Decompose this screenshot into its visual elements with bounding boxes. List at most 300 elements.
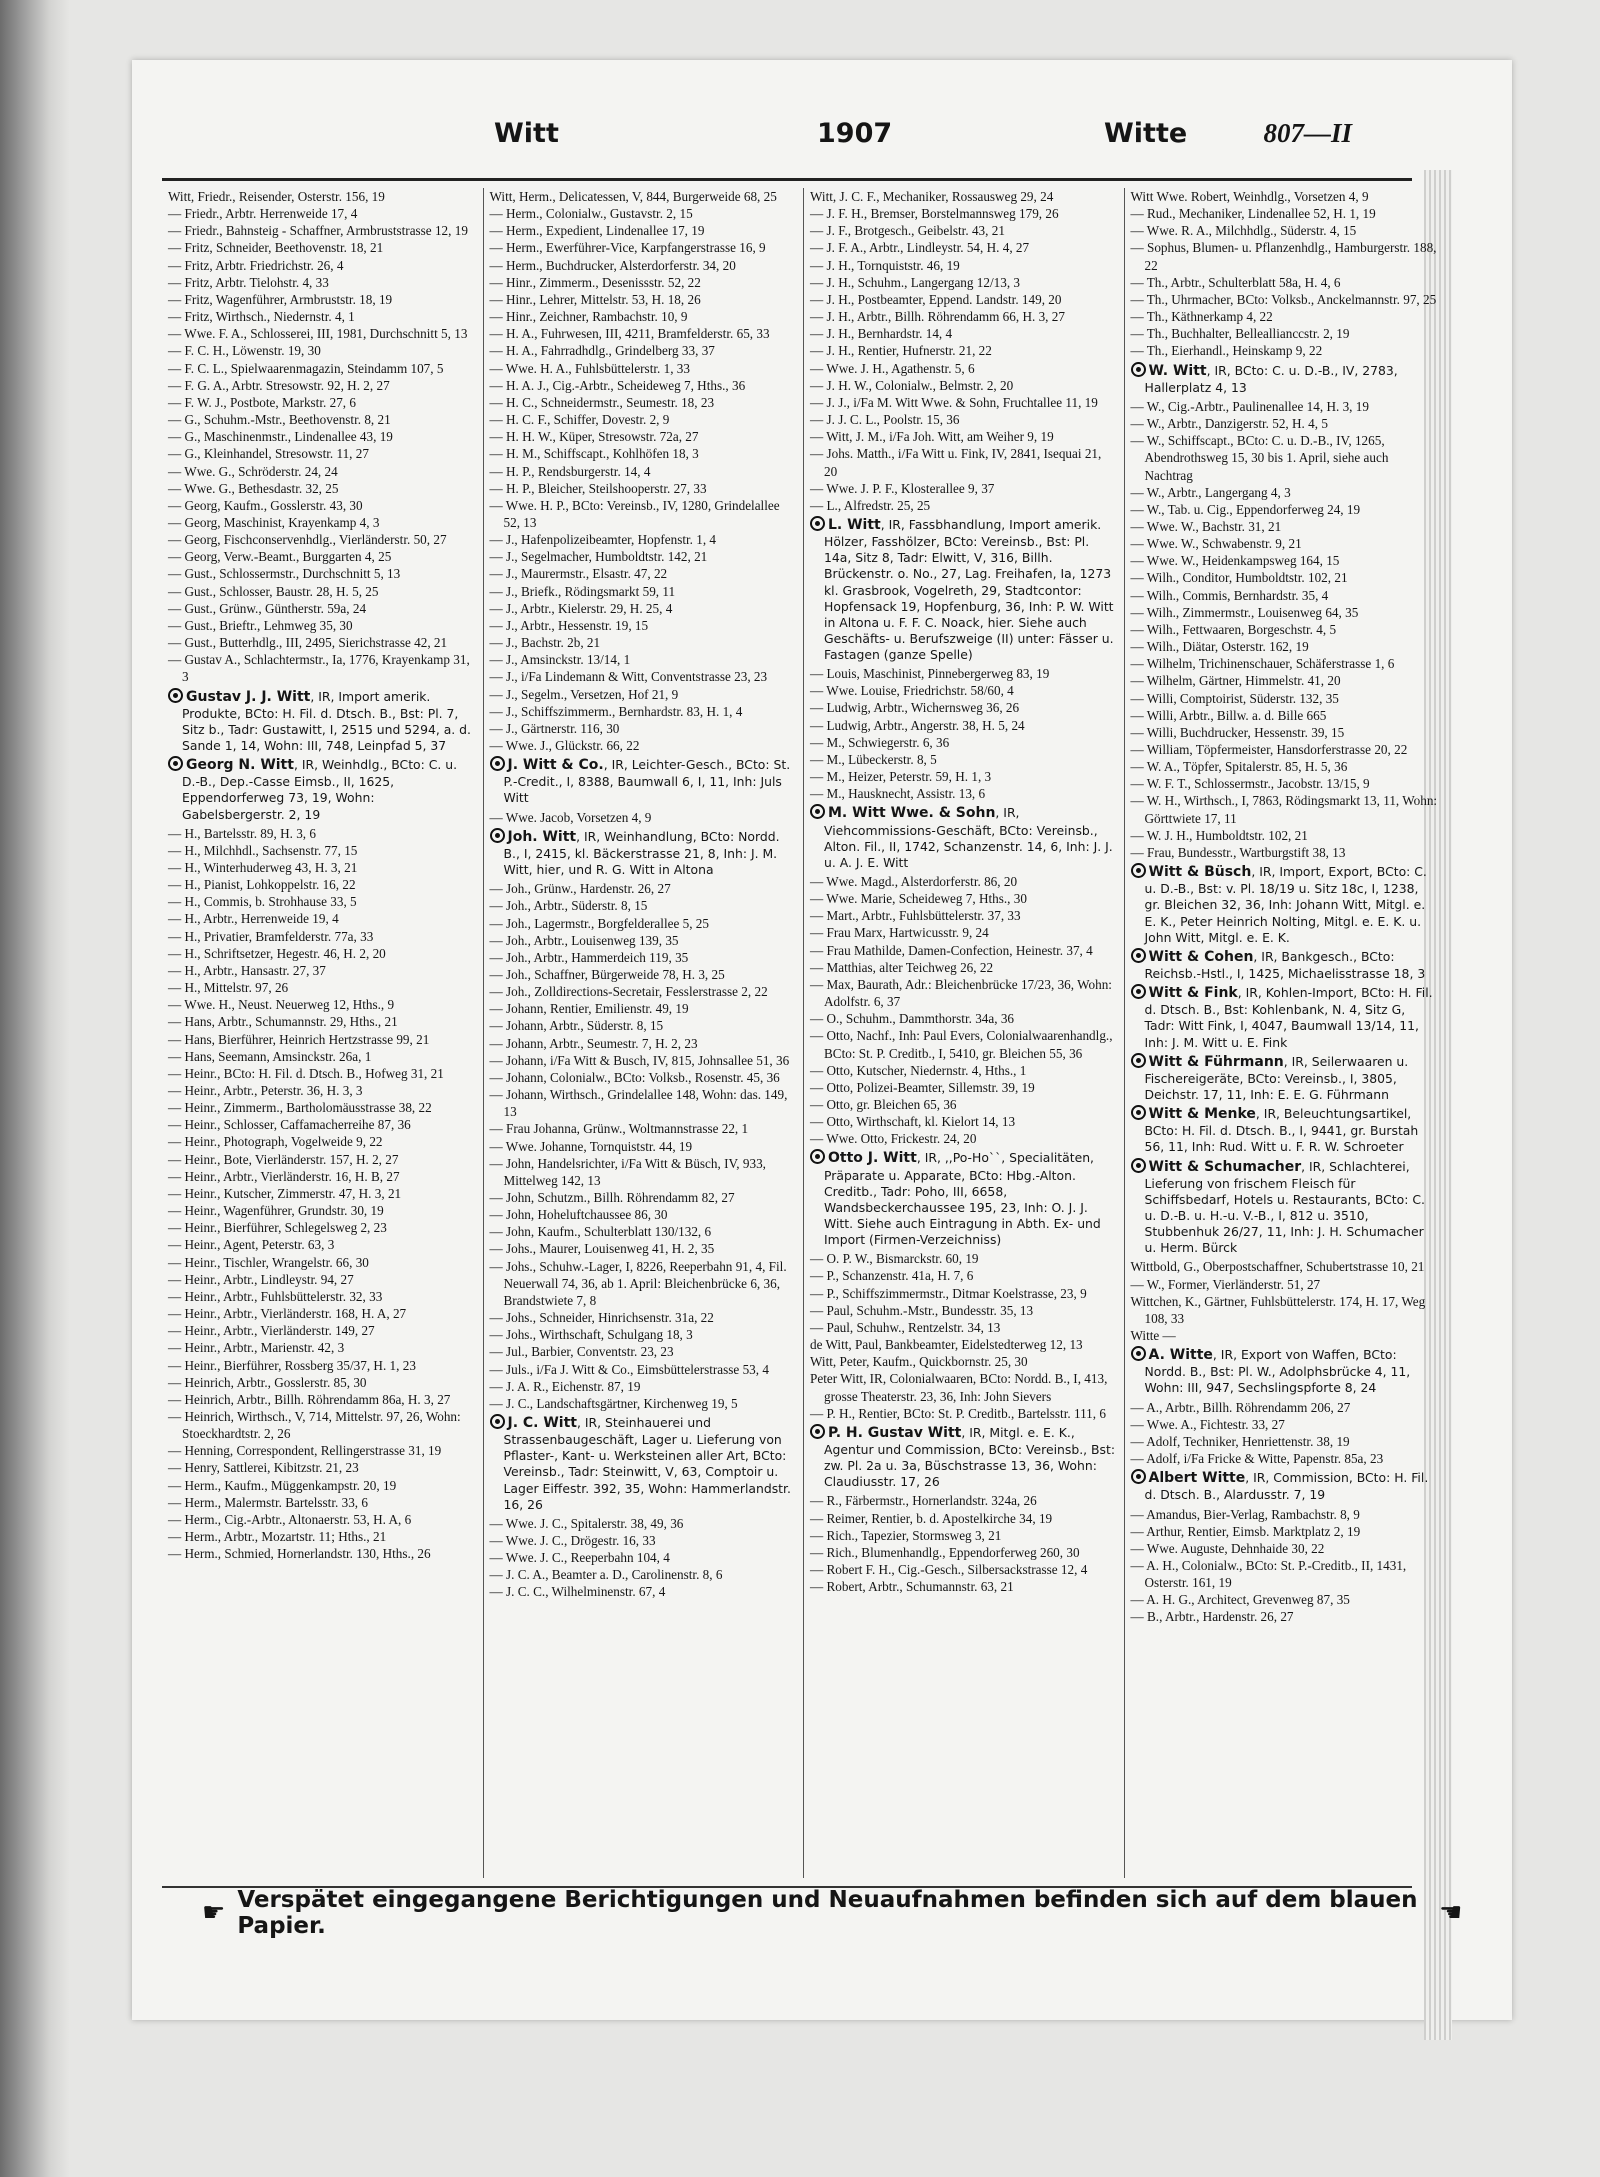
firm-entry bbox=[1131, 984, 1439, 1051]
directory-entry: — Joh., Lagermstr., Borgfelderallee 5, 25 bbox=[489, 915, 709, 931]
directory-entry: — Th., Eierhandl., Heinskamp 9, 22 bbox=[1130, 343, 1323, 359]
firm-marker-icon bbox=[1131, 863, 1146, 878]
firm-marker-icon bbox=[1131, 1469, 1146, 1484]
directory-entry: — Ludwig, Arbtr., Angerstr. 38, H. 5, 24 bbox=[810, 717, 1025, 733]
firm-entry bbox=[1131, 863, 1439, 946]
directory-entry: — Rud., Mechaniker, Lindenallee 52, H. 1, 19 bbox=[1130, 206, 1376, 222]
directory-entry: — J., Segelm., Versetzen, Hof 21, 9 bbox=[489, 686, 679, 702]
firm-marker-icon bbox=[810, 804, 825, 819]
firm-marker-icon bbox=[1131, 1346, 1146, 1361]
directory-entry: — Wilh., Diätar, Osterstr. 162, 19 bbox=[1130, 639, 1309, 655]
directory-entry: — Hinr., Zeichner, Rambachstr. 10, 9 bbox=[489, 309, 688, 325]
directory-entry: — J., Arbtr., Kielerstr. 29, H. 25, 4 bbox=[489, 600, 673, 616]
directory-entry: — J., Bachstr. 2b, 21 bbox=[489, 635, 601, 651]
directory-entry: — Amandus, Bier-Verlag, Rambachstr. 8, 9 bbox=[1130, 1506, 1360, 1522]
directory-entry: — Heinr., Arbtr., Vierländerstr. 149, 27 bbox=[168, 1323, 375, 1339]
directory-entry: de Witt, Paul, Bankbeamter, Eidelstedterweg 12, 13 bbox=[810, 1337, 1083, 1353]
firm-entry bbox=[490, 1414, 798, 1513]
directory-entry: — H. M., Schiffscapt., Kohlhöfen 18, 3 bbox=[489, 446, 699, 462]
firm-details: , IR, BCto: C. u. D.-B., IV, 2783, Hallerplatz 4, 13 bbox=[1144, 362, 1398, 395]
directory-entry: — John, Handelsrichter, i/Fa Witt & Büsch, IV, 933, Mittelweg 142, 13 bbox=[489, 1155, 766, 1188]
directory-entry: — Heinr., Zimmerm., Bartholomäusstrasse 38, 22 bbox=[168, 1100, 432, 1116]
directory-entry: — Paul, Schuhm.-Mstr., Bundesstr. 35, 13 bbox=[810, 1302, 1034, 1318]
running-head-right: Witte bbox=[1104, 118, 1188, 149]
firm-details: , IR, Bankgesch., BCto: Reichsb.-Hstl., I, 1425, Michaelisstrasse 18, 3 bbox=[1144, 948, 1426, 981]
directory-entry: — Heinr., Arbtr., Vierländerstr. 168, H. A, 27 bbox=[168, 1306, 407, 1322]
directory-entry: — J., Amsinckstr. 13/14, 1 bbox=[489, 652, 631, 668]
running-head bbox=[172, 118, 1472, 158]
firm-details: , IR, Fassbhandlung, Import amerik. Hölzer, Fasshölzer, BCto: Vereinsb., Bst: Pl. 14a, Sitz 8, Tadr: Elwitt, V, 316, Billh. Brückenstr. o. No., 27, Lag. Freihafen, Ia, 1273 kl. Grasbrook, Vogelreth, 29, Stadtcontor: Hopfensack 19, Hopfenburg, 36, Inh: P. W. Witt in Altona u. F. F. C. Noack, hier. Siehe auch Geschäfts- u. Berufszweige (II) unter: Fässer u. Fastagen (ganze Spelle) bbox=[824, 516, 1114, 663]
directory-entry: — H. A., Fahrradhdlg., Grindelberg 33, 37 bbox=[489, 343, 715, 359]
firm-entry bbox=[810, 516, 1118, 663]
directory-entry: — J. H., Postbeamter, Eppend. Landstr. 149, 20 bbox=[810, 291, 1062, 307]
firm-marker-icon bbox=[1131, 948, 1146, 963]
directory-entry: — H., Privatier, Bramfelderstr. 77a, 33 bbox=[168, 928, 374, 944]
directory-entry: — L., Alfredstr. 25, 25 bbox=[810, 497, 931, 513]
directory-entry: — Wilh., Conditor, Humboldtstr. 102, 21 bbox=[1130, 570, 1348, 586]
directory-entry: — Hinr., Zimmerm., Desenissstr. 52, 22 bbox=[489, 274, 701, 290]
directory-entry: — Wwe. Louise, Friedrichstr. 58/60, 4 bbox=[810, 683, 1014, 699]
firm-entry bbox=[490, 828, 798, 878]
directory-entry: — W., Schiffscapt., BCto: C. u. D.-B., IV, 1265, Abendrothsweg 15, 30 bis 1. April, siehe auch Nachtrag bbox=[1130, 433, 1389, 483]
directory-entry: — Frau Johanna, Grünw., Woltmannstrasse 22, 1 bbox=[489, 1121, 749, 1137]
directory-entry: — Gustav A., Schlachtermstr., Ia, 1776, Krayenkamp 31, 3 bbox=[168, 652, 470, 685]
directory-entry: — Sophus, Blumen- u. Pflanzenhdlg., Hamburgerstr. 188, 22 bbox=[1130, 240, 1437, 273]
directory-entry: — Johs., Wirthschaft, Schulgang 18, 3 bbox=[489, 1327, 693, 1343]
directory-entry: — Wwe. J. C., Reeperbahn 104, 4 bbox=[489, 1550, 670, 1566]
directory-entry: — Herm., Expedient, Lindenallee 17, 19 bbox=[489, 223, 705, 239]
directory-entry: — Georg, Maschinist, Krayenkamp 4, 3 bbox=[168, 514, 380, 530]
firm-marker-icon bbox=[810, 516, 825, 531]
directory-entry: — A. H., Colonialw., BCto: St. P.-Creditb., II, 1431, Osterstr. 161, 19 bbox=[1130, 1557, 1407, 1591]
running-head-year: 1907 bbox=[817, 118, 893, 149]
directory-entry: — Hinr., Lehrer, Mittelstr. 53, H. 18, 26 bbox=[489, 291, 701, 307]
directory-entry: — Heinr., Photograph, Vogelweide 9, 22 bbox=[168, 1134, 383, 1150]
firm-name: Georg N. Witt bbox=[186, 757, 294, 774]
directory-entry: — Wilh., Fettwaaren, Borgeschstr. 4, 5 bbox=[1130, 621, 1337, 637]
firm-marker-icon bbox=[1131, 984, 1146, 999]
directory-entry: — Johann, Colonialw., BCto: Volksb., Rosenstr. 45, 36 bbox=[489, 1069, 780, 1085]
directory-entry: — J. F. A., Arbtr., Lindleystr. 54, H. 4, 27 bbox=[810, 240, 1030, 256]
directory-entry: — Fritz, Schneider, Beethovenstr. 18, 21 bbox=[168, 240, 384, 256]
firm-entry bbox=[168, 756, 477, 823]
directory-entry: — Johann, Arbtr., Süderstr. 8, 15 bbox=[489, 1018, 664, 1034]
directory-entry: — H. P., Rendsburgerstr. 14, 4 bbox=[489, 463, 651, 479]
directory-entry: — Otto, Polizei-Beamter, Sillemstr. 39, 19 bbox=[810, 1079, 1035, 1095]
firm-entry bbox=[810, 1149, 1118, 1248]
directory-entry: — Heinr., Arbtr., Lindleystr. 94, 27 bbox=[168, 1271, 354, 1287]
directory-entry: — Wwe. Auguste, Dehnhaide 30, 22 bbox=[1130, 1540, 1325, 1556]
directory-entry: — Gust., Schlossermstr., Durchschnitt 5, 13 bbox=[168, 566, 401, 582]
directory-entry: — Max, Baurath, Adr.: Bleichenbrücke 17/23, 36, Wohn: Adolfstr. 6, 37 bbox=[810, 976, 1112, 1010]
directory-entry: — Herm., Schmied, Hornerlandstr. 130, Hths., 26 bbox=[168, 1546, 431, 1562]
firm-marker-icon bbox=[1131, 1158, 1146, 1173]
directory-entry: — Rich., Tapezier, Stormsweg 3, 21 bbox=[810, 1527, 1002, 1543]
directory-entry: — Wwe. Johanne, Tornquiststr. 44, 19 bbox=[489, 1138, 693, 1154]
directory-entry: — Fritz, Wirthsch., Niedernstr. 4, 1 bbox=[168, 309, 355, 325]
directory-entry: — J. A. R., Eichenstr. 87, 19 bbox=[489, 1378, 641, 1394]
directory-entry: — Jul., Barbier, Conventstr. 23, 23 bbox=[489, 1344, 674, 1360]
directory-entry: — F. G. A., Arbtr. Stresowstr. 92, H. 2, 27 bbox=[168, 377, 390, 393]
directory-columns bbox=[162, 188, 1444, 1878]
directory-entry: — J., Briefk., Rödingsmarkt 59, 11 bbox=[489, 583, 676, 599]
firm-details: , IR, Viehcommissions-Geschäft, BCto: Vereinsb., Alton. Fil., II, 1742, Schanzenstr. 14, 6, Inh: J. J. u. A. J. E. Witt bbox=[824, 805, 1113, 870]
directory-entry: — Joh., Zolldirections-Secretair, Fesslerstrasse 2, 22 bbox=[489, 984, 768, 1000]
firm-name: Joh. Witt bbox=[507, 828, 577, 845]
firm-name: A. Witte bbox=[1148, 1347, 1213, 1364]
firm-entry bbox=[1131, 1053, 1439, 1103]
directory-entry: — Joh., Schaffner, Bürgerweide 78, H. 3, 25 bbox=[489, 966, 725, 982]
directory-entry: — J., Arbtr., Hessenstr. 19, 15 bbox=[489, 617, 649, 633]
directory-entry: Witte — bbox=[1130, 1327, 1176, 1343]
footer-notice bbox=[202, 1887, 1462, 1939]
directory-entry: Witt Wwe. Robert, Weinhdlg., Vorsetzen 4, 9 bbox=[1130, 189, 1369, 204]
directory-entry: — Arthur, Rentier, Eimsb. Marktplatz 2, 19 bbox=[1130, 1523, 1361, 1539]
directory-entry: — Heinrich, Arbtr., Billh. Röhrendamm 86a, H. 3, 27 bbox=[168, 1391, 451, 1407]
directory-entry: — Heinr., Bierführer, Rossberg 35/37, H. 1, 23 bbox=[168, 1357, 416, 1373]
firm-details: , IR, ,,Po-Ho``, Specialitäten, Präparate u. Apparate, BCto: Hbg.-Alton. Creditb., Tadr: Poho, III, 6658, Wandsbeckerchaussee 195, 23, Inh: O. J. J. Witt. Siehe auch Eintragung in Abth. Ex- und Import (Firmen-Verzeichniss) bbox=[824, 1150, 1101, 1248]
directory-entry: — Wwe. W., Schwabenstr. 9, 21 bbox=[1130, 536, 1302, 552]
firm-marker-icon bbox=[490, 756, 505, 771]
directory-entry: — J. J., i/Fa M. Witt Wwe. & Sohn, Fruchtallee 11, 19 bbox=[810, 394, 1098, 410]
directory-entry: — J., Schiffszimmerm., Bernhardstr. 83, H. 1, 4 bbox=[489, 703, 743, 719]
directory-entry: — W., Arbtr., Danzigerstr. 52, H. 4, 5 bbox=[1130, 416, 1328, 432]
directory-entry: — M., Schwiegerstr. 6, 36 bbox=[810, 734, 950, 750]
directory-entry: — W. J. H., Humboldtstr. 102, 21 bbox=[1130, 827, 1308, 843]
firm-name: Witt & Cohen bbox=[1148, 948, 1254, 965]
firm-entry bbox=[1131, 1158, 1439, 1257]
directory-entry: — Wwe. Otto, Frickestr. 24, 20 bbox=[810, 1131, 977, 1147]
directory-entry: Witt, Herm., Delicatessen, V, 844, Burgerweide 68, 25 bbox=[489, 189, 777, 204]
directory-entry: — H. A. J., Cig.-Arbtr., Scheideweg 7, Hths., 36 bbox=[489, 377, 746, 393]
directory-entry: — Wwe. A., Fichtestr. 33, 27 bbox=[1130, 1416, 1285, 1432]
directory-entry: — W., Arbtr., Langergang 4, 3 bbox=[1130, 484, 1291, 500]
directory-entry: — Otto, gr. Bleichen 65, 36 bbox=[810, 1097, 957, 1112]
directory-entry: — J. H. W., Colonialw., Belmstr. 2, 20 bbox=[810, 377, 1014, 393]
directory-entry: — Robert, Arbtr., Schumannstr. 63, 21 bbox=[810, 1579, 1014, 1595]
firm-details: , IR, Mitgl. e. E. K., Agentur und Commission, BCto: Vereinsb., Bst: zw. Pl. 2a u. 3a, Büschstrasse 13, 36, Wohn: Claudiusstr. 17, 26 bbox=[824, 1424, 1116, 1490]
firm-marker-icon bbox=[810, 1149, 825, 1164]
firm-name: P. H. Gustav Witt bbox=[828, 1424, 962, 1441]
directory-entry: — Heinr., Arbtr., Peterstr. 36, H. 3, 3 bbox=[168, 1083, 363, 1098]
directory-entry: — Reimer, Rentier, b. d. Apostelkirche 34, 19 bbox=[810, 1510, 1053, 1526]
directory-entry: — Georg, Fischconservenhdlg., Vierländerstr. 50, 27 bbox=[168, 532, 447, 548]
directory-entry: — Rich., Blumenhandlg., Eppendorferweg 260, 30 bbox=[810, 1544, 1080, 1560]
firm-entry bbox=[810, 804, 1118, 871]
directory-entry: — Frau Mathilde, Damen-Confection, Heinestr. 37, 4 bbox=[810, 942, 1093, 958]
directory-entry: — Adolf, Techniker, Henriettenstr. 38, 19 bbox=[1130, 1433, 1350, 1449]
directory-entry: — J. H., Arbtr., Billh. Röhrendamm 66, H. 3, 27 bbox=[810, 309, 1065, 325]
directory-entry: — G., Kleinhandel, Stresowstr. 11, 27 bbox=[168, 446, 369, 462]
firm-details: , IR, Export von Waffen, BCto: Nordd. B., Bst: Pl. W., Adolphsbrücke 4, 11, Wohn: III, 947, Sechslingspforte 8, 24 bbox=[1144, 1347, 1411, 1396]
directory-entry: — F. W. J., Postbote, Markstr. 27, 6 bbox=[168, 394, 356, 410]
directory-entry: — Th., Buchhalter, Belleallianccstr. 2, 19 bbox=[1130, 326, 1350, 342]
directory-entry: — Ludwig, Arbtr., Wichernsweg 36, 26 bbox=[810, 700, 1020, 716]
directory-entry: — H., Bartelsstr. 89, H. 3, 6 bbox=[168, 825, 316, 841]
directory-entry: — W., Tab. u. Cig., Eppendorferweg 24, 19 bbox=[1130, 501, 1361, 517]
directory-entry: — Friedr., Bahnsteig - Schaffner, Armbruststrasse 12, 19 bbox=[168, 223, 468, 239]
directory-entry: — J., Segelmacher, Humboldtstr. 142, 21 bbox=[489, 549, 708, 565]
directory-entry: — Th., Käthnerkamp 4, 22 bbox=[1130, 309, 1273, 325]
pointing-hand-icon: ☛ bbox=[1438, 1898, 1462, 1928]
directory-entry: — Willi, Buchdrucker, Hessenstr. 39, 15 bbox=[1130, 724, 1345, 740]
directory-entry: — A., Arbtr., Billh. Röhrendamm 206, 27 bbox=[1130, 1399, 1351, 1415]
directory-entry: — H., Pianist, Lohkoppelstr. 16, 22 bbox=[168, 877, 356, 893]
directory-entry: — Otto, Wirthschaft, kl. Kielort 14, 13 bbox=[810, 1114, 1016, 1130]
firm-details: , IR, Leichter-Gesch., BCto: St. P.-Credit., I, 8388, Baumwall 6, I, 11, Inh: Juls Witt bbox=[503, 757, 791, 806]
firm-details: , IR, Kohlen-Import, BCto: H. Fil. d. Dtsch. B., Bst: Kohlenbank, N. 4, Sitz G, Tadr: Witt Fink, I, 4047, Baumwall 13/14, 11, Inh: J. M. Witt u. E. Fink bbox=[1144, 985, 1433, 1050]
scan-binding-shadow bbox=[0, 0, 70, 2177]
column-1 bbox=[162, 188, 483, 1878]
directory-entry: — Johs., Maurer, Louisenweg 41, H. 2, 35 bbox=[489, 1241, 715, 1257]
directory-entry: — Henry, Sattlerei, Kibitzstr. 21, 23 bbox=[168, 1460, 359, 1476]
directory-entry: — H. C. F., Schiffer, Dovestr. 2, 9 bbox=[489, 412, 670, 428]
directory-entry: — Heinr., Arbtr., Fuhlsbüttelerstr. 32, 33 bbox=[168, 1288, 383, 1304]
directory-entry: — J. J. C. L., Poolstr. 15, 36 bbox=[810, 412, 960, 428]
directory-entry: — R., Färbermstr., Hornerlandstr. 324a, 26 bbox=[810, 1493, 1037, 1509]
directory-entry: — Wwe. Marie, Scheideweg 7, Hths., 30 bbox=[810, 891, 1027, 907]
directory-entry: — Wwe. J. H., Agathenstr. 5, 6 bbox=[810, 360, 975, 376]
firm-entry bbox=[1131, 362, 1439, 396]
directory-entry: — Th., Arbtr., Schulterblatt 58a, H. 4, 6 bbox=[1130, 274, 1341, 290]
directory-entry: Witt, J. C. F., Mechaniker, Rossausweg 29, 24 bbox=[810, 189, 1054, 204]
directory-entry: Wittchen, K., Gärtner, Fuhlsbüttelerstr. 174, H. 17, Weg 108, 33 bbox=[1130, 1293, 1426, 1326]
directory-entry: — Adolf, i/Fa Fricke & Witte, Papenstr. 85a, 23 bbox=[1130, 1451, 1384, 1467]
directory-entry: — G., Maschinenmstr., Lindenallee 43, 19 bbox=[168, 429, 393, 445]
directory-entry: — B., Arbtr., Hardenstr. 26, 27 bbox=[1130, 1609, 1294, 1625]
directory-entry: — F. C. H., Löwenstr. 19, 30 bbox=[168, 343, 321, 359]
directory-entry: — Wwe. G., Schröderstr. 24, 24 bbox=[168, 463, 338, 479]
directory-entry: — John, Hoheluftchaussee 86, 30 bbox=[489, 1207, 668, 1223]
directory-entry: — Herm., Ewerführer-Vice, Karpfangerstrasse 16, 9 bbox=[489, 240, 766, 256]
directory-entry: — Joh., Grünw., Hardenstr. 26, 27 bbox=[489, 881, 671, 897]
directory-entry: — Matthias, alter Teichweg 26, 22 bbox=[810, 959, 994, 975]
directory-entry: — H., Arbtr., Herrenweide 19, 4 bbox=[168, 911, 339, 927]
firm-name: Witt & Büsch bbox=[1148, 864, 1252, 881]
directory-entry: — Wwe. H. P., BCto: Vereinsb., IV, 1280, Grindelallee 52, 13 bbox=[489, 497, 780, 530]
directory-page bbox=[132, 60, 1512, 2020]
directory-entry: — Henning, Correspondent, Rellingerstrasse 31, 19 bbox=[168, 1443, 442, 1459]
firm-name: W. Witt bbox=[1148, 362, 1207, 379]
column-3 bbox=[803, 188, 1124, 1878]
directory-entry: — Frau, Bundesstr., Wartburgstift 38, 13 bbox=[1130, 844, 1346, 860]
directory-entry: — Heinr., Kutscher, Zimmerstr. 47, H. 3, 21 bbox=[168, 1185, 402, 1201]
directory-entry: — John, Schutzm., Billh. Röhrendamm 82, 27 bbox=[489, 1190, 735, 1205]
directory-entry: — Fritz, Wagenführer, Armbruststr. 18, 19 bbox=[168, 291, 393, 307]
firm-details: , IR, Import amerik. Produkte, BCto: H. Fil. d. Dtsch. B., Bst: Pl. 7, Sitz b., Tadr: Gustawitt, I, 2515 und 5294, a. d. Sande 1, 14, Wohn: III, 748, Leinpfad 5, 37 bbox=[182, 688, 471, 753]
firm-marker-icon bbox=[490, 1414, 505, 1429]
directory-entry: Witt, Peter, Kaufm., Quickbornstr. 25, 30 bbox=[810, 1354, 1028, 1370]
firm-entry bbox=[1131, 1105, 1439, 1155]
directory-entry: — Th., Uhrmacher, BCto: Volksb., Anckelmannstr. 97, 25 bbox=[1130, 291, 1437, 307]
directory-entry: — Johs. Matth., i/Fa Witt u. Fink, IV, 2841, Isequai 21, 20 bbox=[810, 446, 1102, 479]
directory-entry: — Robert F. H., Cig.-Gesch., Silbersackstrasse 12, 4 bbox=[810, 1562, 1088, 1578]
directory-entry: — William, Töpfermeister, Hansdorferstrasse 20, 22 bbox=[1130, 742, 1408, 757]
directory-entry: — Herm., Colonialw., Gustavstr. 2, 15 bbox=[489, 206, 693, 222]
pointing-hand-icon: ☛ bbox=[202, 1898, 226, 1928]
directory-entry: — O. P. W., Bismarckstr. 60, 19 bbox=[810, 1251, 979, 1267]
firm-name: Witt & Schumacher bbox=[1148, 1158, 1302, 1175]
directory-entry: — H., Mittelstr. 97, 26 bbox=[168, 980, 289, 996]
directory-entry: — Wwe. J., Glückstr. 66, 22 bbox=[489, 738, 640, 753]
directory-entry: — W., Cig.-Arbtr., Paulinenallee 14, H. 3, 19 bbox=[1130, 398, 1369, 414]
directory-entry: — Joh., Arbtr., Süderstr. 8, 15 bbox=[489, 898, 648, 914]
directory-entry: — J., Maurermstr., Elsastr. 47, 22 bbox=[489, 566, 668, 582]
firm-entry bbox=[1131, 1469, 1439, 1503]
directory-entry: — Frau Marx, Hartwicusstr. 9, 24 bbox=[810, 925, 989, 941]
directory-entry: — H. C., Schneidermstr., Seumestr. 18, 23 bbox=[489, 394, 715, 410]
directory-entry: — Joh., Arbtr., Louisenweg 139, 35 bbox=[489, 932, 679, 948]
directory-entry: — Wilh., Zimmermstr., Louisenweg 64, 35 bbox=[1130, 604, 1359, 620]
directory-entry: — M., Hausknecht, Assistr. 13, 6 bbox=[810, 786, 986, 802]
firm-name: J. C. Witt bbox=[507, 1415, 577, 1432]
firm-name: L. Witt bbox=[828, 516, 881, 533]
directory-entry: — H. P., Bleicher, Steilshooperstr. 27, 33 bbox=[489, 480, 707, 496]
firm-name: Witt & Führmann bbox=[1148, 1053, 1284, 1070]
firm-marker-icon bbox=[1131, 1053, 1146, 1068]
directory-entry: — H., Schriftsetzer, Hegestr. 46, H. 2, 20 bbox=[168, 945, 386, 961]
directory-entry: — W. A., Töpfer, Spitalerstr. 85, H. 5, 36 bbox=[1130, 759, 1348, 775]
directory-entry: — Heinr., Schlosser, Caffamacherreihe 87, 36 bbox=[168, 1117, 411, 1133]
directory-entry: — Wwe. Magd., Alsterdorferstr. 86, 20 bbox=[810, 873, 1018, 889]
directory-entry: — Johann, Rentier, Emilienstr. 49, 19 bbox=[489, 1001, 689, 1017]
directory-entry: — Gust., Butterhdlg., III, 2495, Sierichstrasse 42, 21 bbox=[168, 635, 448, 651]
directory-entry: — Wwe. J. C., Drögestr. 16, 33 bbox=[489, 1533, 656, 1548]
directory-entry: — J. H., Tornquiststr. 46, 19 bbox=[810, 257, 960, 273]
firm-details: , IR, Import, Export, BCto: C. u. D.-B., Bst: v. Pl. 18/19 u. Sitz 18c, I, 1238, gr. Bleichen 32, 36, Inh: Johann Witt, Mitgl. e. E. K., Peter Heinrich Nolting, Mitgl. e. E. K. u. John Witt, Mitgl. e. E. K. bbox=[1144, 864, 1427, 945]
firm-marker-icon bbox=[168, 688, 183, 703]
column-2 bbox=[483, 188, 804, 1878]
firm-entry bbox=[810, 1424, 1118, 1491]
directory-entry: — W. F. T., Schlossermstr., Jacobstr. 13/15, 9 bbox=[1130, 776, 1370, 792]
directory-entry: — John, Kaufm., Schulterblatt 130/132, 6 bbox=[489, 1224, 712, 1240]
firm-marker-icon bbox=[168, 756, 183, 771]
directory-entry: — Johann, Wirthsch., Grindelallee 148, Wohn: das. 149, 13 bbox=[489, 1087, 788, 1120]
directory-entry: — Otto, Kutscher, Niedernstr. 4, Hths., 1 bbox=[810, 1062, 1027, 1078]
directory-entry: — Otto, Nachf., Inh: Paul Evers, Colonialwaarenhandlg., BCto: St. P. Creditb., I, 5410, gr. Bleichen 55, 36 bbox=[810, 1028, 1113, 1061]
directory-entry: — Wwe. W., Heidenkampsweg 164, 15 bbox=[1130, 553, 1340, 569]
firm-marker-icon bbox=[490, 828, 505, 843]
directory-entry: — Wilh., Commis, Bernhardstr. 35, 4 bbox=[1130, 587, 1329, 603]
directory-entry: — Wwe. J. C., Spitalerstr. 38, 49, 36 bbox=[489, 1515, 684, 1531]
directory-entry: — Heinr., Wagenführer, Grundstr. 30, 19 bbox=[168, 1203, 384, 1219]
directory-entry: — F. C. L., Spielwaarenmagazin, Steindamm 107, 5 bbox=[168, 360, 444, 376]
directory-entry: — J. F. H., Bremser, Borstelmannsweg 179, 26 bbox=[810, 206, 1059, 222]
directory-entry: — Fritz, Arbtr. Friedrichstr. 26, 4 bbox=[168, 257, 344, 273]
firm-details: , IR, Steinhauerei und Strassenbaugeschäft, Lager u. Lieferung von Pflaster-, Kant- u. Werksteinen aller Art, BCto: Vereinsb., Tadr: Steinwitt, V, 63, Comptoir u. Lager Eiffestr. 392, 35, Wohn: Hammerlandstr. 16, 26 bbox=[503, 1415, 791, 1512]
directory-entry: — H., Winterhuderweg 43, H. 3, 21 bbox=[168, 859, 358, 875]
directory-entry: — Wwe. W., Bachstr. 31, 21 bbox=[1130, 518, 1282, 534]
page-number: 807—II bbox=[1263, 118, 1352, 148]
directory-entry: — Mart., Arbtr., Fuhlsbüttelerstr. 37, 33 bbox=[810, 908, 1021, 924]
header-rule bbox=[162, 178, 1412, 181]
directory-entry: — Hans, Seemann, Amsinckstr. 26a, 1 bbox=[168, 1048, 372, 1064]
directory-entry: — J. H., Bernhardstr. 14, 4 bbox=[810, 326, 953, 342]
directory-entry: — Heinr., Arbtr., Marienstr. 42, 3 bbox=[168, 1340, 345, 1356]
firm-name: Albert Witte bbox=[1148, 1470, 1246, 1487]
directory-entry: — Friedr., Arbtr. Herrenweide 17, 4 bbox=[168, 206, 358, 222]
column-4 bbox=[1124, 188, 1445, 1878]
directory-entry: — Heinr., BCto: H. Fil. d. Dtsch. B., Hofweg 31, 21 bbox=[168, 1065, 444, 1081]
directory-entry: — J. H., Rentier, Hufnerstr. 21, 22 bbox=[810, 343, 992, 359]
directory-entry: — H., Commis, b. Strohhause 33, 5 bbox=[168, 894, 357, 910]
directory-entry: — Herm., Malermstr. Bartelsstr. 33, 6 bbox=[168, 1494, 368, 1510]
directory-entry: — Wwe. J. P. F., Klosterallee 9, 37 bbox=[810, 480, 995, 496]
firm-details: , IR, Weinhandlung, BCto: Nordd. B., I, 2415, kl. Bäckerstrasse 21, 8, Inh: J. M. Witt, hier, und R. G. Witt in Altona bbox=[503, 828, 780, 878]
directory-entry: — H., Arbtr., Hansastr. 27, 37 bbox=[168, 962, 326, 978]
directory-entry: — Herm., Buchdrucker, Alsterdorferstr. 34, 20 bbox=[489, 257, 736, 273]
directory-entry: — P., Schanzenstr. 41a, H. 7, 6 bbox=[810, 1268, 974, 1284]
directory-entry: — P. H., Rentier, BCto: St. P. Creditb., Bartelsstr. 111, 6 bbox=[810, 1405, 1106, 1421]
directory-entry: — G., Schuhm.-Mstr., Beethovenstr. 8, 21 bbox=[168, 412, 391, 428]
directory-entry: — Wilhelm, Gärtner, Himmelstr. 41, 20 bbox=[1130, 673, 1341, 689]
directory-entry: — J. H., Schuhm., Langergang 12/13, 3 bbox=[810, 274, 1021, 290]
directory-entry: Wittbold, G., Oberpostschaffner, Schubertstrasse 10, 21 bbox=[1130, 1259, 1425, 1275]
directory-entry: — Herm., Arbtr., Mozartstr. 11; Hths., 21 bbox=[168, 1529, 387, 1545]
directory-entry: — Heinrich, Arbtr., Gosslerstr. 85, 30 bbox=[168, 1374, 367, 1390]
firm-name: Gustav J. J. Witt bbox=[186, 688, 311, 705]
directory-entry: — J. C. C., Wilhelminenstr. 67, 4 bbox=[489, 1584, 666, 1600]
firm-entry bbox=[168, 688, 477, 755]
directory-entry: — Fritz, Arbtr. Tielohstr. 4, 33 bbox=[168, 274, 329, 290]
directory-entry: — O., Schuhm., Dammthorstr. 34a, 36 bbox=[810, 1011, 1015, 1027]
directory-entry: — Paul, Schuhw., Rentzelstr. 34, 13 bbox=[810, 1319, 1001, 1335]
directory-entry: — Georg, Kaufm., Gosslerstr. 43, 30 bbox=[168, 497, 363, 513]
directory-entry: — M., Lübeckerstr. 8, 5 bbox=[810, 751, 937, 767]
directory-entry: — Heinr., Bierführer, Schlegelsweg 2, 23 bbox=[168, 1220, 387, 1236]
firm-details: , IR, Schlachterei, Lieferung von frischem Fleisch für Schiffsbedarf, Hotels u. Restaurants, BCto: C. u. D.-B. u. H.-u. V.-B., I, 812 u. 3510, Stubbenhuk 26/27, 11, Inh: J. H. Schumacher u. Herm. Bürck bbox=[1144, 1158, 1425, 1256]
firm-marker-icon bbox=[810, 1424, 825, 1439]
directory-entry: — Wwe. Jacob, Vorsetzen 4, 9 bbox=[489, 809, 652, 825]
directory-entry: — Johann, Arbtr., Seumestr. 7, H. 2, 23 bbox=[489, 1035, 698, 1051]
firm-marker-icon bbox=[1131, 1105, 1146, 1120]
directory-entry: — Georg, Verw.-Beamt., Burggarten 4, 25 bbox=[168, 549, 392, 565]
directory-entry: — J., Gärtnerstr. 116, 30 bbox=[489, 720, 620, 736]
firm-details: , IR, Weinhdlg., BCto: C. u. D.-B., Dep.-Casse Eimsb., II, 1625, Eppendorferweg 73, 19, Wohn: Gabelsbergerstr. 2, 19 bbox=[182, 757, 458, 822]
directory-entry: — H. A., Fuhrwesen, III, 4211, Bramfelderstr. 65, 33 bbox=[489, 326, 770, 342]
firm-name: Witt & Fink bbox=[1148, 985, 1238, 1002]
directory-entry: — Juls., i/Fa J. Witt & Co., Eimsbüttelerstrasse 53, 4 bbox=[489, 1361, 769, 1377]
directory-entry: — W., Former, Vierländerstr. 51, 27 bbox=[1130, 1276, 1321, 1292]
directory-entry: — Herm., Kaufm., Müggenkampstr. 20, 19 bbox=[168, 1477, 397, 1493]
directory-entry: — Johs., Schneider, Hinrichsenstr. 31a, 22 bbox=[489, 1310, 714, 1326]
firm-entry bbox=[1131, 948, 1439, 982]
directory-entry: — Heinr., Bote, Vierländerstr. 157, H. 2, 27 bbox=[168, 1151, 399, 1167]
firm-name: M. Witt Wwe. & Sohn bbox=[828, 805, 996, 822]
directory-entry: — Wwe. R. A., Milchhdlg., Süderstr. 4, 15 bbox=[1130, 223, 1357, 239]
directory-entry: — P., Schiffszimmermstr., Ditmar Koelstrasse, 23, 9 bbox=[810, 1285, 1087, 1301]
directory-entry: — Hans, Bierführer, Heinrich Hertzstrasse 99, 21 bbox=[168, 1031, 430, 1047]
directory-entry: — Willi, Arbtr., Billw. a. d. Bille 665 bbox=[1130, 707, 1327, 723]
directory-entry: — Gust., Brieftr., Lehmweg 35, 30 bbox=[168, 617, 353, 633]
directory-entry: — Hans, Arbtr., Schumannstr. 29, Hths., 21 bbox=[168, 1014, 398, 1030]
directory-entry: — Gust., Schlosser, Baustr. 28, H. 5, 25 bbox=[168, 583, 379, 599]
directory-entry: — Heinr., Arbtr., Vierländerstr. 16, H. B, 27 bbox=[168, 1168, 400, 1184]
directory-entry: — J. C. A., Beamter a. D., Carolinenstr. 8, 6 bbox=[489, 1567, 723, 1583]
directory-entry: — Heinr., Agent, Peterstr. 63, 3 bbox=[168, 1237, 335, 1253]
directory-entry: — Wilhelm, Trichinenschauer, Schäferstrasse 1, 6 bbox=[1130, 656, 1395, 672]
directory-entry: — Heinr., Tischler, Wrangelstr. 66, 30 bbox=[168, 1254, 369, 1270]
directory-entry: — Johs., Schuhw.-Lager, I, 8226, Reeperbahn 91, 4, Fil. Neuerwall 74, 36, ab 1. April: Bleichenbrücke 6, 36, Brandstwiete 7, 8 bbox=[489, 1258, 787, 1308]
firm-entry bbox=[490, 756, 798, 806]
firm-details: , IR, Beleuchtungsartikel, BCto: H. Fil. d. Dtsch. B., I, 9441, gr. Burstah 56, 11, Inh: Rud. Witt u. F. R. W. Schroeter bbox=[1144, 1106, 1419, 1155]
directory-entry: — J., i/Fa Lindemann & Witt, Conventstrasse 23, 23 bbox=[489, 669, 768, 685]
directory-entry: — J. F., Brotgesch., Geibelstr. 43, 21 bbox=[810, 223, 1005, 239]
directory-entry: — A. H. G., Architect, Grevenweg 87, 35 bbox=[1130, 1592, 1350, 1608]
directory-entry: — Joh., Arbtr., Hammerdeich 119, 35 bbox=[489, 949, 689, 965]
directory-entry: — Herm., Cig.-Arbtr., Altonaerstr. 53, H. A, 6 bbox=[168, 1511, 412, 1527]
directory-entry: — Gust., Grünw., Güntherstr. 59a, 24 bbox=[168, 600, 367, 616]
